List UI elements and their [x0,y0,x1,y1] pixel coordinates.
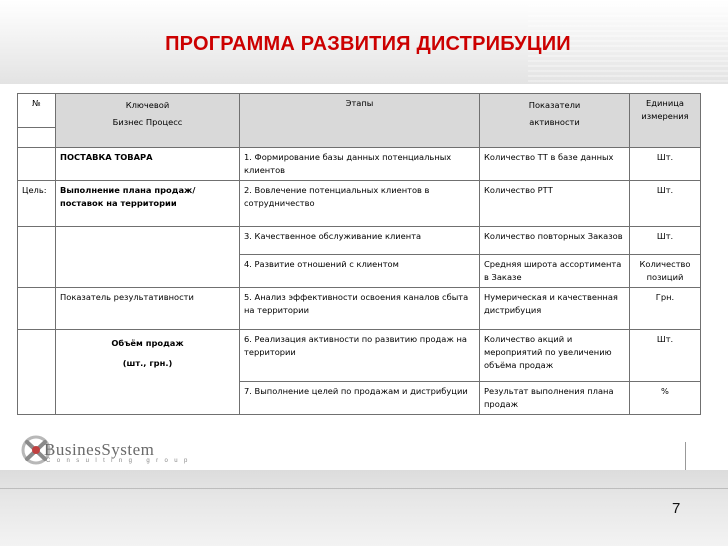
header-process [56,94,240,148]
row4-stage: 4. Развитие отношений с клиентом [240,255,480,288]
row7-stage: 7. Выполнение целей по продажам и дистрибуции [240,382,480,415]
header-process-line2: Бизнес Процесс [112,117,183,127]
table-row [18,330,701,382]
footer-divider-horizontal [0,488,728,489]
row1-process: ПОСТАВКА ТОВАРА [56,148,240,181]
row3-stage: 3. Качественное обслуживание клиента [240,227,480,255]
table-row [18,148,701,181]
logo-center-dot-icon [32,446,40,454]
row5-stage: 5. Анализ эффективности освоения каналов сбыта на территории [240,288,480,330]
row6-unit: Шт. [630,330,701,382]
row6-process-line1: Объём продаж [111,338,184,348]
table-row [18,181,701,227]
row1-indicator: Количество ТТ в базе данных [480,148,630,181]
row4-unit: Количество позиций [630,255,701,288]
table-row [18,288,701,330]
row1-num [18,148,56,181]
header-num-empty [18,128,56,148]
header-stages: Этапы [240,94,480,148]
row3-process [56,227,240,288]
row1-stage: 1. Формирование базы данных потенциальных клиентов [240,148,480,181]
row7-unit: % [630,382,701,415]
header-indicators-line2: активности [529,117,580,127]
header-indicators-line1: Показатели [528,100,581,110]
row7-indicator: Результат выполнения плана продаж [480,382,630,415]
row6-num [18,330,56,415]
row5-indicator: Нумерическая и качественная дистрибуция [480,288,630,330]
row6-indicator: Количество акций и мероприятий по увеличению объёма продаж [480,330,630,382]
row2-indicator: Количество РТТ [480,181,630,227]
row1-unit: Шт. [630,148,701,181]
row5-unit: Грн. [630,288,701,330]
page-number: 7 [672,500,681,517]
row6-stage: 6. Реализация активности по развитию продаж на территории [240,330,480,382]
distribution-plan-table [17,93,701,415]
table-row [18,227,701,255]
row3-unit: Шт. [630,227,701,255]
header-unit [630,94,701,148]
row5-num [18,288,56,330]
header-process-line1: Ключевой [125,100,170,110]
header-num: № [18,94,56,128]
header-indicators [480,94,630,148]
row2-stage: 2. Вовлечение потенциальных клиентов в сотрудничество [240,181,480,227]
header-unit-line1: Единица [646,98,684,108]
row5-process: Показатель результативности [56,288,240,330]
row3-indicator: Количество повторных Заказов [480,227,630,255]
row2-process: Выполнение плана продаж/ поставок на территории [56,181,240,227]
row6-process-line2: (шт., грн.) [122,358,173,368]
logo-tagline: Consulting group [46,458,194,464]
page-title: ПРОГРАММА РАЗВИТИЯ ДИСТРИБУЦИИ [165,33,571,55]
row4-indicator: Средняя широта ассортимента в Заказе [480,255,630,288]
row2-num: Цель: [18,181,56,227]
row6-process [56,330,240,415]
table-header-row [18,94,701,128]
row2-unit: Шт. [630,181,701,227]
footer-band [0,470,728,546]
row3-num [18,227,56,288]
header-unit-line2: измерения [641,111,689,121]
logo-company-name: BusinesSystem [44,440,155,459]
